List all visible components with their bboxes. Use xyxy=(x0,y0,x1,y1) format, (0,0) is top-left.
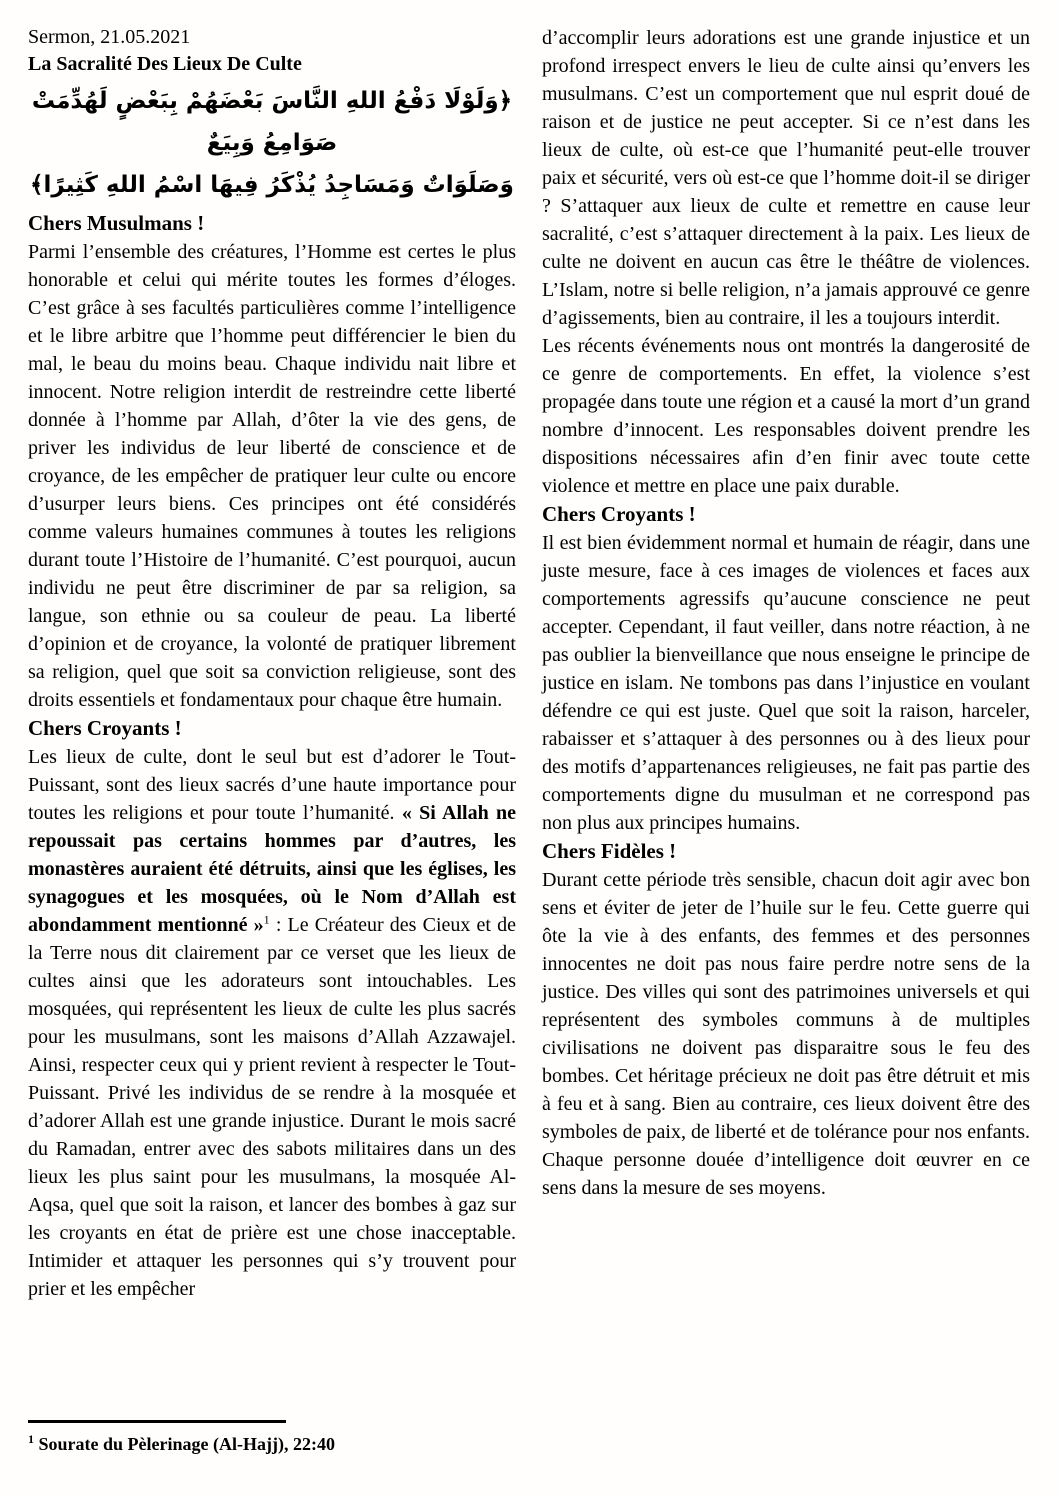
paragraph-periode-sensible: Durant cette période très sensible, chacun doit agir avec bon sens et éviter de jeter de l’huile sur le feu. Cette guerre qui ôte la vie à des enfants, des femmes et des personnes innocentes ne doit pas nous faire perdre notre sens de la justice. Des villes qui sont des patrimoines universels et qui représentent des symboles communs à de multiples civilisations ne doivent pas disparaitre sous le feu des bombes. Cet héritage précieux ne doit pas être détruit et mis à feu et à sang. Bien au contraire, ces lieux doivent être des symboles de paix, de liberté et de tolérance pour nos enfants. Chaque personne douée d’intelligence doit œuvrer en ce sens dans la mesure de ses moyens. xyxy=(542,869,1030,1199)
paragraph-honneur-homme: Parmi l’ensemble des créatures, l’Homme est certes le plus honorable et celui qui mérite toutes les formes d’éloges. C’est grâce à ses facultés particulières comme l’intelligence et le libre arbitre que l’homme peut différencier le bien du mal, le beau du moins beau. Chaque individu nait libre et innocent. Notre religion interdit de restreindre cette liberté donnée à l’homme par Allah, d’ôter la vie des gens, de priver les individus de leur liberté de conscience et de croyance, de les empêcher de pratiquer leur culte ou encore d’usurper leurs biens. Ces principes ont été considérés comme valeurs humaines communes à toutes les religions durant toute l’Histoire de l’humanité. C’est pourquoi, aucun individu ne peut être discriminer de par sa religion, sa langue, son ethnie ou sa couleur de peau. La liberté d’opinion et de croyance, la volonté de pratiquer librement sa religion, quel que soit sa conviction religieuse, sont des droits essentiels et fondamentaux pour chaque être humain. xyxy=(28,241,516,711)
heading-chers-musulmans: Chers Musulmans ! xyxy=(28,211,205,235)
footnote-marker: 1 xyxy=(28,1432,34,1446)
sermon-title: La Sacralité Des Lieux De Culte xyxy=(28,53,302,75)
paragraph-recents-evenements: Les récents événements nous ont montrés la dangerosité de ce genre de comportements. En effet, la violence s’est propagée dans toute une région et a causé la mort d’un grand nombre d’innocent. Les responsables doivent prendre les dispositions nécessaires afin d’en finir avec toute cette violence et mettre en place une paix durable. xyxy=(542,335,1030,497)
footnote-reference-marker: 1 xyxy=(263,912,270,927)
heading-chers-fideles: Chers Fidèles ! xyxy=(542,839,677,863)
document-header xyxy=(28,24,516,209)
arabic-verse-line-2: وَصَلَوَاتٌ وَمَسَاجِدُ يُذْكَرُ فِيهَا اسْمُ اللهِ كَثِيرًا﴾ xyxy=(30,172,514,198)
paragraph-lieux-de-culte xyxy=(28,743,516,1303)
heading-chers-croyants-right: Chers Croyants ! xyxy=(542,502,696,526)
footnote-text xyxy=(28,1432,516,1456)
paragraph-lieux-suite: : Le Créateur des Cieux et de la Terre nous dit clairement par ce verset que les lieux de cultes ainsi que les adorateurs sont intouchables. Les mosquées, qui représentent les lieux de culte les plus sacrés pour les musulmans, sont les maisons d’Allah Azzawajel. Ainsi, respecter ceux qui y prient revient à respecter le Tout-Puissant. Privé les individus de se rendre à la mosquée et d’adorer Allah est une grande injustice. Durant le mois sacré du Ramadan, entrer avec des sabots militaires dans un des lieux les plus saint pour les musulmans, la mosquée Al-Aqsa, quel que soit la raison, et lancer des bombes à gaz sur les croyants en état de prière est une chose inacceptable. Intimider et attaquer les personnes qui s’y trouvent pour prier et les empêcher xyxy=(28,914,516,1300)
arabic-verse xyxy=(28,78,516,209)
paragraph-lieux-intro: Les lieux de culte, dont le seul but est d’adorer le Tout-Puissant, sont des lieux sacrés d’une haute importance pour toutes les religions et pour toute l’humanité. xyxy=(28,746,516,824)
footnote-divider xyxy=(28,1420,286,1423)
paragraph-injustice-continuation: d’accomplir leurs adorations est une grande injustice et un profond irrespect envers le lieu de culte ainsi qu’envers les musulmans. C’est un comportement que nul esprit doué de raison et de justice ne peut accepter. Si ce n’est dans les lieux de culte, où est-ce que l’humanité peut-elle trouver paix et sécurité, vers où est-ce que l’homme doit-il se diriger ? S’attaquer aux lieux de culte et remettre en cause leur sacralité, c’est s’attaquer directement à la paix. Les lieux de culte ne doivent en aucun cas être le théâtre de violences. L’Islam, notre si belle religion, n’a jamais approuvé ce genre d’agissements, bien au contraire, il les a toujours interdit. xyxy=(542,27,1030,329)
paragraph-reaction-juste: Il est bien évidemment normal et humain de réagir, dans une juste mesure, face à ces images de violences et faces aux comportements agressifs qu’aucune conscience ne peut accepter. Cependant, il faut veiller, dans notre réaction, à ne pas oublier la bienveillance que nous enseigne le principe de justice en islam. Ne tombons pas dans l’injustice en voulant défendre ce qui est juste. Quel que soit la raison, harceler, rabaisser et s’attaquer à des personnes ou à des lieux pour des motifs d’appartenances religieuses, ne fait pas partie des comportements digne du musulman et ne correspond pas non plus aux principes humains. xyxy=(542,532,1030,834)
quran-quote-bold: « Si Allah ne repoussait pas certains hommes par d’autres, les monastères auraient été détruits, ainsi que les églises, les synagogues et les mosquées, où le Nom d’Allah est abondamment mentionné » xyxy=(28,802,516,936)
right-column xyxy=(542,24,1030,1202)
heading-chers-croyants-left: Chers Croyants ! xyxy=(28,716,182,740)
left-column xyxy=(28,24,516,1303)
sermon-date: Sermon, 21.05.2021 xyxy=(28,26,191,48)
footnote xyxy=(28,1420,516,1456)
footnote-source: Sourate du Pèlerinage (Al-Hajj), 22:40 xyxy=(34,1434,335,1454)
arabic-verse-line-1: ﴿وَلَوْلَا دَفْعُ اللهِ النَّاسَ بَعْضَهُمْ بِبَعْضٍ لَهُدِّمَتْ صَوَامِعُ وَبِيَعٌ xyxy=(31,88,513,156)
